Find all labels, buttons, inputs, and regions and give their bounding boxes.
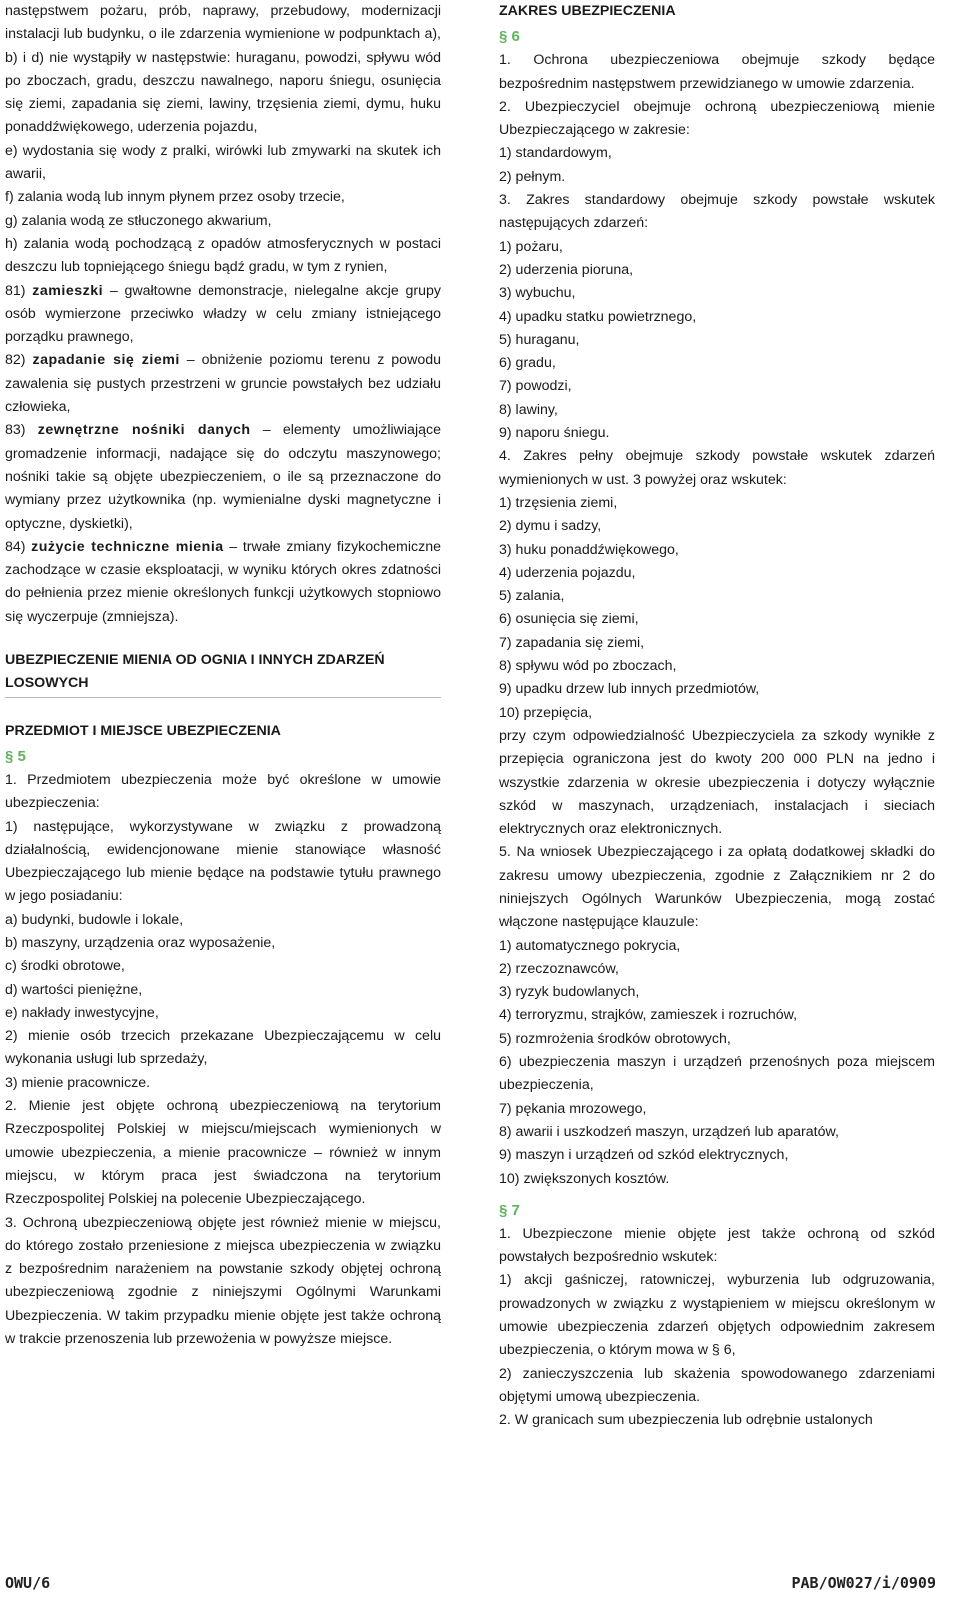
paragraph-6-body: [499, 49, 935, 1191]
footer-page-label: OWU/6: [5, 1574, 51, 1592]
text-line: 1) standardowym,: [499, 145, 612, 162]
text-line: 10) zwiększonych kosztów.: [499, 1170, 670, 1187]
text-line: 2. Ubezpieczyciel obejmuje ochroną ubezpieczeniową mienie Ubezpieczającego w zakresie:: [499, 98, 935, 139]
text-line: 9) upadku drzew lub innych przedmiotów,: [499, 681, 760, 698]
text-line: a) budynki, budowle i lokale,: [5, 911, 184, 928]
paragraph-7-body: [499, 1223, 935, 1433]
text-line: 2. W granicach sum ubezpieczenia lub odrębnie ustalonych: [499, 1412, 873, 1429]
text-line: 1) trzęsienia ziemi,: [499, 494, 618, 511]
text-line: 2) mienie osób trzecich przekazane Ubezpieczającemu w celu wykonania usługi lub sprzedaży,: [5, 1028, 441, 1068]
text-line: 4) terroryzmu, strajków, zamieszek i rozruchów,: [499, 1007, 798, 1024]
text-line: h) zalania wodą pochodzącą z opadów atmosferycznych w postaci deszczu lub topniejącego śniegu bądź gradu, w tym z rynien,: [5, 235, 441, 276]
text-line: b) maszyny, urządzenia oraz wyposażenie,: [5, 934, 276, 951]
subsection-title: PRZEDMIOT I MIEJSCE UBEZPIECZENIA: [5, 722, 281, 739]
text-line: 5) rozmrożenia środków obrotowych,: [499, 1030, 731, 1047]
text-line: 5) huraganu,: [499, 331, 580, 348]
definition-item: [5, 419, 441, 535]
definition-item: [5, 536, 441, 629]
definition-number: 84): [5, 538, 26, 555]
scope-heading: ZAKRES UBEZPIECZENIA: [499, 3, 676, 19]
text-line: 2) dymu i sadzy,: [499, 518, 602, 535]
definition-number: 83): [5, 422, 26, 439]
text-line: 1) następujące, wykorzystywane w związku z prowadzoną działalnością, ewidencjonowane mienie stanowiące własność Ubezpieczającego lub mienie będące na podstawie tytułu prawnego w jego posiadaniu:: [5, 818, 441, 905]
text-line: 9) naporu śniegu.: [499, 425, 610, 442]
section-title: UBEZPIECZENIE MIENIA OD OGNIA I INNYCH ZDARZEŃ LOSOWYCH: [5, 652, 385, 692]
text-line: 3) huku ponaddźwiękowego,: [499, 541, 679, 558]
definition-term: zużycie techniczne mienia: [31, 538, 224, 555]
text-line: 1) automatycznego pokrycia,: [499, 937, 681, 954]
text-line: przy czym odpowiedzialność Ubezpieczyciela za szkody wynikłe z przepięcia ograniczona jest do kwoty 200 000 PLN na jedno i wszystkie zdarzenia w okresie ubezpieczenia i dotyczy wyłącznie szkód w maszynach, urządzeniach, instalacjach i sieciach elektrycznych oraz elektronicznych.: [499, 727, 935, 838]
text-line: 2) zanieczyszczenia lub skażenia spowodowanego zdarzeniami objętymi umową ubezpieczenia.: [499, 1365, 935, 1405]
definition-item: [5, 349, 441, 419]
definition-text: – trwałe zmiany fizykochemiczne zachodzące w czasie eksploatacji, w wyniku których okres zdatności do pełnienia przez mienie określonych funkcji użytkowych stopniowo się wyczerpuje (zmniejsza).: [5, 538, 441, 625]
text-line: 6) osunięcia się ziemi,: [499, 611, 639, 628]
text-line: e) wydostania się wody z pralki, wirówki lub zmywarki na skutek ich awarii,: [5, 142, 441, 183]
text-line: d) wartości pieniężne,: [5, 981, 143, 998]
text-line: f) zalania wodą lub innym płynem przez osoby trzecie,: [5, 189, 345, 206]
definition-term: zapadanie się ziemi: [32, 352, 180, 369]
definition-item: [5, 280, 441, 350]
text-line: 6) ubezpieczenia maszyn i urządzeń przenośnych poza miejscem ubezpieczenia,: [499, 1054, 935, 1094]
text-line: e) nakłady inwestycyjne,: [5, 1004, 159, 1021]
text-line: 6) gradu,: [499, 355, 556, 372]
definition-number: 82): [5, 352, 26, 369]
text-line: g) zalania wodą ze stłuczonego akwarium,: [5, 212, 272, 229]
paragraph-label: § 7: [499, 1201, 520, 1219]
text-line: 2) pełnym.: [499, 168, 566, 185]
text-line: 10) przepięcia,: [499, 704, 593, 721]
text-line: 4) uderzenia pojazdu,: [499, 564, 636, 581]
text-line: 4) upadku statku powietrznego,: [499, 308, 697, 325]
text-line: 1. Ochrona ubezpieczeniowa obejmuje szkody będące bezpośrednim następstwem przewidzianego w umowie zdarzenia.: [499, 52, 935, 92]
paragraph-label: § 5: [5, 747, 26, 765]
definition-text: – elementy umożliwiające gromadzenie informacji, nadające się do odczytu maszynowego; nośniki takie są objęte ubezpieczeniem, o ile są przeznaczone do wymiany przez użytkownika (np. wymienialne dyski magnetyczne i optyczne, dyskietki),: [5, 422, 441, 532]
text-line: 8) awarii i uszkodzeń maszyn, urządzeń lub aparatów,: [499, 1123, 839, 1140]
text-line: 1. Przedmiotem ubezpieczenia może być określone w umowie ubezpieczenia:: [5, 771, 441, 812]
text-line: następstwem pożaru, prób, naprawy, przebudowy, modernizacji instalacji lub budynku, o ile zdarzenia wymienione w podpunktach a), b) i d) nie wystąpiły w następstwie: huraganu, powodzi, spływu wód po zboczach, gradu, deszczu nawalnego, naporu śniegu, osunięcia się ziemi, zapadania się ziemi, lawiny, trzęsienia ziemi, dymu, huku ponaddźwiękowego, uderzenia pojazdu,: [5, 3, 441, 136]
text-line: 2. Mienie jest objęte ochroną ubezpieczeniową na terytorium Rzeczpospolitej Polskiej w miejscu/miejscach wymienionych w umowie ubezpieczenia, a mienie pracownicze – również w innym miejscu, w którym praca jest świadczona na terytorium Rzeczpospolitej Polskiej na polecenie Ubezpieczającego.: [5, 1098, 441, 1208]
definition-term: zamieszki: [32, 282, 104, 299]
text-line: 9) maszyn i urządzeń od szkód elektrycznych,: [499, 1147, 789, 1164]
text-line: 1) akcji gaśniczej, ratowniczej, wyburzenia lub odgruzowania, prowadzonych w związku z wystąpieniem w miejscu określonym w umowie ubezpieczenia zdarzeń objętych odpowiednim zakresem ubezpieczenia, o którym mowa w § 6,: [499, 1272, 935, 1359]
text-line: 5) zalania,: [499, 588, 565, 605]
text-line: 7) powodzi,: [499, 378, 572, 395]
left-column: [5, 0, 441, 1351]
paragraph-label: § 6: [499, 28, 520, 46]
text-line: 2) rzeczoznawców,: [499, 960, 619, 977]
text-line: 3. Ochroną ubezpieczeniową objęte jest również mienie w miejscu, do którego zostało przeniesione z miejsca ubezpieczenia w związku z bezpośrednim narażeniem na powstanie szkody objętej ochroną ubezpieczeniową zgodnie z niniejszymi Ogólnymi Warunkami Ubezpieczenia. W takim przypadku mienie objęte jest także ochroną w trakcie przenoszenia lub przewożenia w powyższe miejsce.: [5, 1214, 441, 1348]
text-line: 3) mienie pracownicze.: [5, 1074, 151, 1091]
definition-number: 81): [5, 282, 26, 299]
right-column: [499, 0, 935, 1433]
text-line: 3) ryzyk budowlanych,: [499, 984, 640, 1001]
text-line: 3. Zakres standardowy obejmuje szkody powstałe wskutek następujących zdarzeń:: [499, 192, 935, 232]
text-line: 3) wybuchu,: [499, 285, 576, 302]
text-line: 7) pękania mrozowego,: [499, 1100, 647, 1117]
definition-text: – obniżenie poziomu terenu z powodu zawalenia się pustych przestrzeni w gruncie powstałych bez udziału człowieka,: [5, 352, 441, 416]
text-line: 1) pożaru,: [499, 238, 563, 255]
footer-document-code: PAB/OW027/i/0909: [791, 1574, 936, 1592]
text-line: 4. Zakres pełny obejmuje szkody powstałe wskutek zdarzeń wymienionych w ust. 3 powyżej oraz wskutek:: [499, 448, 935, 488]
definition-text: – gwałtowne demonstracje, nielegalne akcje grupy osób wymierzone przeciwko władzy w celu zmiany istniejącego porządku prawnego,: [5, 282, 441, 346]
text-line: 8) spływu wód po zboczach,: [499, 658, 677, 675]
text-line: 7) zapadania się ziemi,: [499, 634, 645, 651]
section-divider: [5, 697, 441, 698]
text-line: 8) lawiny,: [499, 401, 558, 418]
text-line: 2) uderzenia pioruna,: [499, 261, 634, 278]
definition-term: zewnętrzne nośniki danych: [37, 422, 251, 439]
text-line: 5. Na wniosek Ubezpieczającego i za opłatą dodatkowej składki do zakresu umowy ubezpieczenia, zgodnie z Załącznikiem nr 2 do niniejszych Ogólnych Warunków Ubezpieczenia, mogą zostać włączone następujące klauzule:: [499, 844, 935, 931]
text-line: c) środki obrotowe,: [5, 958, 125, 975]
text-line: 1. Ubezpieczone mienie objęte jest także ochroną od szkód powstałych bezpośrednio wskutek:: [499, 1225, 935, 1266]
